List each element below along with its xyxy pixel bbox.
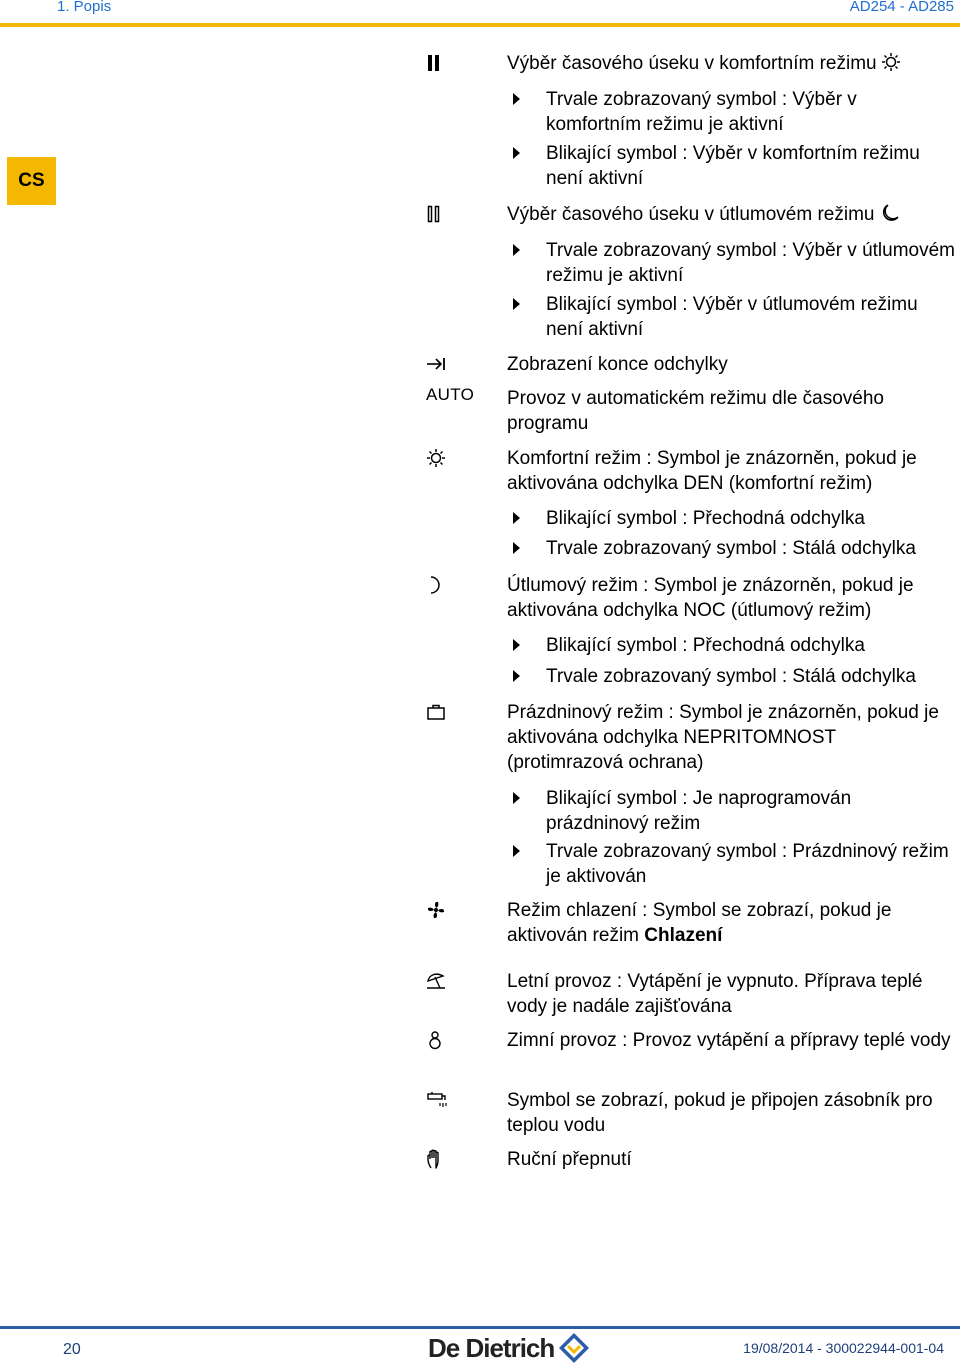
list-item: Trvale zobrazovaný symbol : Stálá odchylka <box>507 536 957 561</box>
page-number: 20 <box>63 1341 81 1358</box>
symbol-title: Komfortní režim : Symbol je znázorněn, pokud je aktivována odchylka DEN (komfortní režim) <box>507 448 917 494</box>
sun-icon <box>881 52 901 72</box>
list-item: Trvale zobrazovaný symbol : Výběr v útlumovém režimu je aktivní <box>507 238 957 288</box>
moon-icon <box>426 573 478 597</box>
list-item: Blikající symbol : Přechodná odchylka <box>507 506 957 531</box>
list-item: Trvale zobrazovaný symbol : Prázdninový režim je aktivován <box>507 839 957 889</box>
symbol-title: Režim chlazení : Symbol se zobrazí, pokud je aktivován režim Chlazení <box>507 900 892 946</box>
bullet-arrow-icon <box>513 147 520 159</box>
arrow-to-bar-icon <box>426 352 478 376</box>
symbol-title: Provoz v automatickém režimu dle časového programu <box>507 388 884 434</box>
brand-name: De Dietrich <box>428 1332 555 1363</box>
language-code: CS <box>18 170 45 191</box>
symbol-title: Symbol se zobrazí, pokud je připojen zásobník pro teplou vodu <box>507 1090 933 1136</box>
page-header <box>0 0 960 30</box>
section-title: 1. Popis <box>57 0 112 15</box>
fan-icon <box>426 898 478 922</box>
cooling-keyword: Chlazení <box>644 925 723 946</box>
list-item: Trvale zobrazovaný symbol : Výběr v komfortním režimu je aktivní <box>507 87 957 137</box>
bullet-arrow-icon <box>513 845 520 857</box>
list-item: Blikající symbol : Je naprogramován prázdninový režim <box>507 786 957 836</box>
footer-divider <box>0 1326 960 1329</box>
auto-mode-label: AUTO <box>426 385 475 404</box>
bullet-arrow-icon <box>513 792 520 804</box>
bullet-arrow-icon <box>513 670 520 682</box>
bullet-arrow-icon <box>513 542 520 554</box>
hand-icon <box>426 1147 478 1171</box>
moon-icon <box>879 203 901 223</box>
bullet-arrow-icon <box>513 244 520 256</box>
bullet-arrow-icon <box>513 639 520 651</box>
tap-icon <box>426 1088 478 1112</box>
bullet-arrow-icon <box>513 298 520 310</box>
suitcase-icon <box>426 700 478 724</box>
list-item: Blikající symbol : Výběr v komfortním režimu není aktivní <box>507 141 957 191</box>
bullet-arrow-icon <box>513 93 520 105</box>
comfort-period-icon <box>426 51 478 75</box>
symbol-title: Prázdninový režim : Symbol je znázorněn, pokud je aktivována odchylka NEPRITOMNOST (protimrazová ochrana) <box>507 702 939 773</box>
language-tab <box>7 157 56 205</box>
symbol-title: Výběr časového úseku v útlumovém režimu <box>507 202 957 227</box>
symbol-title: Útlumový režim : Symbol je znázorněn, pokud je aktivována odchylka NOC (útlumový režim) <box>507 575 914 621</box>
list-item: Blikající symbol : Přechodná odchylka <box>507 633 957 658</box>
sun-icon <box>426 446 478 470</box>
symbol-title: Letní provoz : Vytápění je vypnuto. Příprava teplé vody je nadále zajišťována <box>507 971 923 1017</box>
snowman-icon <box>426 1028 478 1052</box>
list-item: Trvale zobrazovaný symbol : Stálá odchylka <box>507 664 957 689</box>
brand-logo <box>428 1331 590 1365</box>
symbol-title: Zimní provoz : Provoz vytápění a přípravy teplé vody <box>507 1030 951 1051</box>
header-divider <box>0 23 960 27</box>
symbol-title: Ruční přepnutí <box>507 1149 632 1170</box>
page-footer <box>0 1326 960 1370</box>
reduced-period-icon <box>426 202 478 226</box>
document-reference: 19/08/2014 - 300022944-001-04 <box>743 1340 944 1356</box>
list-item: Blikající symbol : Výběr v útlumovém režimu není aktivní <box>507 292 957 342</box>
model-name: AD254 - AD285 <box>849 0 954 15</box>
bullet-arrow-icon <box>513 512 520 524</box>
brand-diamond-icon <box>558 1332 590 1364</box>
umbrella-icon <box>426 969 478 993</box>
symbol-title: Zobrazení konce odchylky <box>507 354 728 375</box>
symbol-title: Výběr časového úseku v komfortním režimu <box>507 51 957 76</box>
